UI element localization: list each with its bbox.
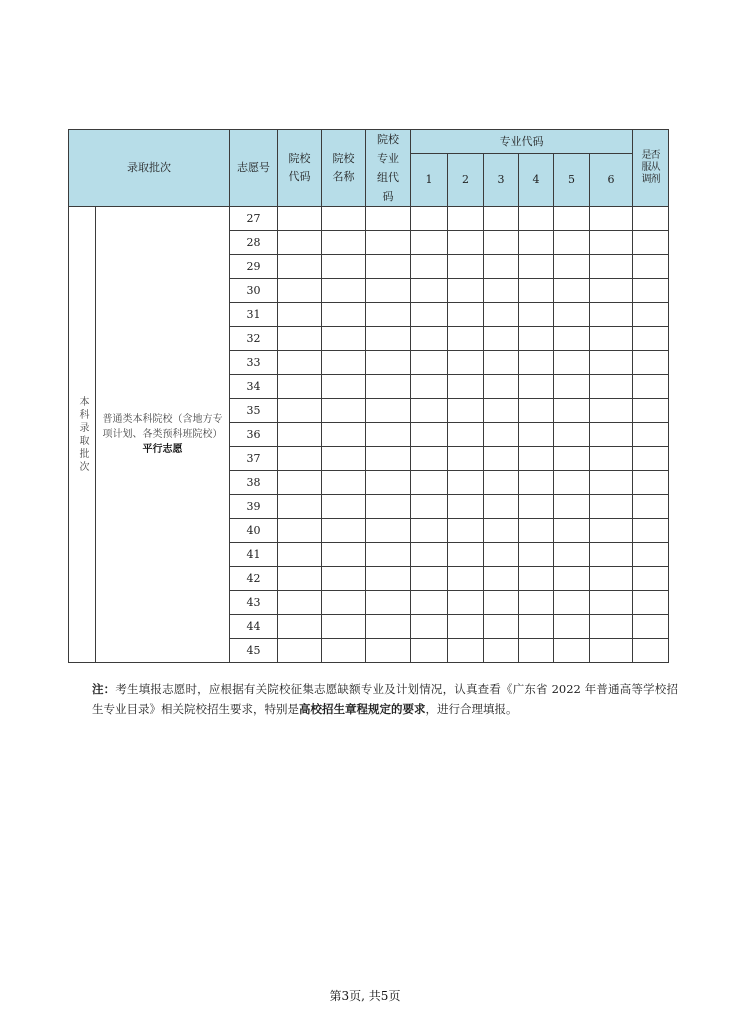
batch-inner-bold: 平行志愿: [142, 444, 183, 455]
major-6-cell[interactable]: [590, 447, 633, 471]
major-4-cell[interactable]: [519, 399, 554, 423]
school-code-cell[interactable]: [278, 639, 322, 663]
school-name-cell[interactable]: [322, 471, 366, 495]
school-name-cell[interactable]: [322, 399, 366, 423]
school-name-cell[interactable]: [322, 519, 366, 543]
major-4-cell[interactable]: [519, 471, 554, 495]
major-6-cell[interactable]: [590, 327, 633, 351]
note-text-2: ，进行合理填报。: [425, 702, 518, 716]
adjust-cell[interactable]: [633, 591, 669, 615]
adjust-cell[interactable]: [633, 207, 669, 231]
school-code-cell[interactable]: [278, 327, 322, 351]
major-2-cell[interactable]: [448, 519, 484, 543]
adjust-cell[interactable]: [633, 447, 669, 471]
school-name-cell[interactable]: [322, 423, 366, 447]
note-paragraph: [92, 679, 678, 719]
school-name-cell[interactable]: [322, 567, 366, 591]
wish-number-cell: 27: [230, 207, 278, 231]
major-5-cell[interactable]: [554, 447, 590, 471]
batch-outer-cell: [69, 207, 96, 663]
school-code-cell[interactable]: [278, 279, 322, 303]
header-batch: 录取批次: [69, 130, 230, 207]
adjust-cell[interactable]: [633, 471, 669, 495]
note-text-1: 考生填报志愿时，应根据有关院校征集志愿缺额专业及计划情况，认真查看《广东省 2022 年普通高等学校招生专业目录》相关院校招生要求，特别是: [92, 682, 678, 716]
batch-inner-cell: [96, 207, 230, 663]
school-code-cell[interactable]: [278, 615, 322, 639]
adjust-cell[interactable]: [633, 375, 669, 399]
adjust-cell[interactable]: [633, 279, 669, 303]
group-code-cell[interactable]: [366, 327, 411, 351]
major-2-cell[interactable]: [448, 639, 484, 663]
major-1-cell[interactable]: [411, 375, 448, 399]
major-1-cell[interactable]: [411, 231, 448, 255]
major-3-cell[interactable]: [484, 327, 519, 351]
wish-number-cell: 32: [230, 327, 278, 351]
adjust-cell[interactable]: [633, 519, 669, 543]
major-1-cell[interactable]: [411, 615, 448, 639]
major-5-cell[interactable]: [554, 423, 590, 447]
group-code-cell[interactable]: [366, 519, 411, 543]
major-3-cell[interactable]: [484, 615, 519, 639]
wish-number-cell: 37: [230, 447, 278, 471]
major-1-cell[interactable]: [411, 543, 448, 567]
school-name-cell[interactable]: [322, 639, 366, 663]
school-name-cell[interactable]: [322, 591, 366, 615]
major-2-cell[interactable]: [448, 543, 484, 567]
major-4-cell[interactable]: [519, 615, 554, 639]
group-code-cell[interactable]: [366, 375, 411, 399]
table-row: [69, 207, 669, 231]
major-1-cell[interactable]: [411, 447, 448, 471]
adjust-cell[interactable]: [633, 231, 669, 255]
note-label: 注：: [92, 682, 116, 696]
major-2-cell[interactable]: [448, 399, 484, 423]
major-5-cell[interactable]: [554, 351, 590, 375]
major-5-cell[interactable]: [554, 231, 590, 255]
major-2-cell[interactable]: [448, 255, 484, 279]
major-3-cell[interactable]: [484, 279, 519, 303]
wish-number-cell: 33: [230, 351, 278, 375]
note-bold-text: 高校招生章程规定的要求: [299, 702, 426, 716]
major-4-cell[interactable]: [519, 447, 554, 471]
adjust-cell[interactable]: [633, 615, 669, 639]
school-code-cell[interactable]: [278, 375, 322, 399]
batch-outer-label: 本科录取批次: [77, 395, 88, 474]
school-code-cell[interactable]: [278, 255, 322, 279]
major-1-cell[interactable]: [411, 303, 448, 327]
major-6-cell[interactable]: [590, 519, 633, 543]
adjust-cell[interactable]: [633, 423, 669, 447]
header-group-code: [366, 130, 411, 207]
major-4-cell[interactable]: [519, 351, 554, 375]
major-4-cell[interactable]: [519, 303, 554, 327]
major-3-cell[interactable]: [484, 399, 519, 423]
major-3-cell[interactable]: [484, 231, 519, 255]
school-code-cell[interactable]: [278, 447, 322, 471]
major-3-cell[interactable]: [484, 543, 519, 567]
school-code-cell[interactable]: [278, 351, 322, 375]
major-5-cell[interactable]: [554, 399, 590, 423]
major-6-cell[interactable]: [590, 231, 633, 255]
wish-number-cell: 42: [230, 567, 278, 591]
major-4-cell[interactable]: [519, 255, 554, 279]
header-group-code-label: 院校专业组代码: [377, 133, 399, 203]
header-school-name-label: 院校名称: [332, 152, 355, 183]
school-name-cell[interactable]: [322, 495, 366, 519]
group-code-cell[interactable]: [366, 543, 411, 567]
header-major-col: 1: [411, 154, 448, 207]
header-major-col: 6: [590, 154, 633, 207]
major-6-cell[interactable]: [590, 639, 633, 663]
major-2-cell[interactable]: [448, 447, 484, 471]
major-2-cell[interactable]: [448, 351, 484, 375]
major-4-cell[interactable]: [519, 231, 554, 255]
school-code-cell[interactable]: [278, 423, 322, 447]
adjust-cell[interactable]: [633, 351, 669, 375]
header-major-code: 专业代码: [411, 130, 633, 154]
major-6-cell[interactable]: [590, 207, 633, 231]
major-4-cell[interactable]: [519, 567, 554, 591]
major-2-cell[interactable]: [448, 231, 484, 255]
major-1-cell[interactable]: [411, 255, 448, 279]
wish-number-cell: 35: [230, 399, 278, 423]
major-2-cell[interactable]: [448, 591, 484, 615]
school-code-cell[interactable]: [278, 543, 322, 567]
major-4-cell[interactable]: [519, 591, 554, 615]
major-2-cell[interactable]: [448, 375, 484, 399]
group-code-cell[interactable]: [366, 567, 411, 591]
major-1-cell[interactable]: [411, 207, 448, 231]
major-5-cell[interactable]: [554, 495, 590, 519]
group-code-cell[interactable]: [366, 279, 411, 303]
wish-number-cell: 44: [230, 615, 278, 639]
header-wish-no: 志愿号: [230, 130, 278, 207]
major-1-cell[interactable]: [411, 639, 448, 663]
wish-number-cell: 41: [230, 543, 278, 567]
group-code-cell[interactable]: [366, 255, 411, 279]
major-3-cell[interactable]: [484, 567, 519, 591]
group-code-cell[interactable]: [366, 639, 411, 663]
header-school-code-label: 院校代码: [288, 152, 311, 183]
major-5-cell[interactable]: [554, 375, 590, 399]
school-code-cell[interactable]: [278, 231, 322, 255]
major-2-cell[interactable]: [448, 303, 484, 327]
group-code-cell[interactable]: [366, 591, 411, 615]
major-4-cell[interactable]: [519, 207, 554, 231]
group-code-cell[interactable]: [366, 447, 411, 471]
major-5-cell[interactable]: [554, 327, 590, 351]
major-3-cell[interactable]: [484, 495, 519, 519]
major-1-cell[interactable]: [411, 327, 448, 351]
school-name-cell[interactable]: [322, 303, 366, 327]
school-name-cell[interactable]: [322, 447, 366, 471]
wish-number-cell: 29: [230, 255, 278, 279]
major-4-cell[interactable]: [519, 495, 554, 519]
major-4-cell[interactable]: [519, 639, 554, 663]
school-name-cell[interactable]: [322, 351, 366, 375]
school-name-cell[interactable]: [322, 207, 366, 231]
group-code-cell[interactable]: [366, 495, 411, 519]
batch-inner-label: [96, 412, 229, 457]
major-6-cell[interactable]: [590, 375, 633, 399]
adjust-cell[interactable]: [633, 639, 669, 663]
major-3-cell[interactable]: [484, 519, 519, 543]
volunteer-form-table: [68, 129, 669, 663]
school-code-cell[interactable]: [278, 567, 322, 591]
group-code-cell[interactable]: [366, 423, 411, 447]
major-5-cell[interactable]: [554, 471, 590, 495]
wish-number-cell: 28: [230, 231, 278, 255]
school-name-cell[interactable]: [322, 255, 366, 279]
school-code-cell[interactable]: [278, 207, 322, 231]
header-school-name: [322, 130, 366, 207]
group-code-cell[interactable]: [366, 303, 411, 327]
header-major-col: 4: [519, 154, 554, 207]
school-code-cell[interactable]: [278, 591, 322, 615]
major-2-cell[interactable]: [448, 207, 484, 231]
major-4-cell[interactable]: [519, 519, 554, 543]
major-2-cell[interactable]: [448, 423, 484, 447]
major-4-cell[interactable]: [519, 543, 554, 567]
major-5-cell[interactable]: [554, 519, 590, 543]
major-3-cell[interactable]: [484, 303, 519, 327]
major-3-cell[interactable]: [484, 351, 519, 375]
major-6-cell[interactable]: [590, 615, 633, 639]
adjust-cell[interactable]: [633, 543, 669, 567]
school-name-cell[interactable]: [322, 615, 366, 639]
major-6-cell[interactable]: [590, 351, 633, 375]
header-school-code: [278, 130, 322, 207]
adjust-cell[interactable]: [633, 255, 669, 279]
adjust-cell[interactable]: [633, 399, 669, 423]
major-6-cell[interactable]: [590, 399, 633, 423]
major-5-cell[interactable]: [554, 591, 590, 615]
major-6-cell[interactable]: [590, 543, 633, 567]
major-2-cell[interactable]: [448, 615, 484, 639]
wish-number-cell: 34: [230, 375, 278, 399]
wish-number-cell: 45: [230, 639, 278, 663]
group-code-cell[interactable]: [366, 615, 411, 639]
adjust-cell[interactable]: [633, 567, 669, 591]
major-5-cell[interactable]: [554, 207, 590, 231]
major-1-cell[interactable]: [411, 519, 448, 543]
school-code-cell[interactable]: [278, 519, 322, 543]
wish-number-cell: 40: [230, 519, 278, 543]
major-6-cell[interactable]: [590, 255, 633, 279]
group-code-cell[interactable]: [366, 351, 411, 375]
wish-number-cell: 31: [230, 303, 278, 327]
header-major-col: 2: [448, 154, 484, 207]
wish-number-cell: 38: [230, 471, 278, 495]
major-5-cell[interactable]: [554, 639, 590, 663]
major-6-cell[interactable]: [590, 279, 633, 303]
major-2-cell[interactable]: [448, 567, 484, 591]
major-5-cell[interactable]: [554, 615, 590, 639]
major-2-cell[interactable]: [448, 279, 484, 303]
group-code-cell[interactable]: [366, 207, 411, 231]
major-3-cell[interactable]: [484, 471, 519, 495]
group-code-cell[interactable]: [366, 231, 411, 255]
school-code-cell[interactable]: [278, 303, 322, 327]
major-1-cell[interactable]: [411, 399, 448, 423]
major-4-cell[interactable]: [519, 327, 554, 351]
major-6-cell[interactable]: [590, 423, 633, 447]
school-name-cell[interactable]: [322, 543, 366, 567]
major-5-cell[interactable]: [554, 303, 590, 327]
major-3-cell[interactable]: [484, 639, 519, 663]
school-name-cell[interactable]: [322, 375, 366, 399]
major-1-cell[interactable]: [411, 591, 448, 615]
major-6-cell[interactable]: [590, 471, 633, 495]
major-5-cell[interactable]: [554, 543, 590, 567]
school-code-cell[interactable]: [278, 399, 322, 423]
major-2-cell[interactable]: [448, 327, 484, 351]
major-4-cell[interactable]: [519, 375, 554, 399]
major-1-cell[interactable]: [411, 495, 448, 519]
major-1-cell[interactable]: [411, 423, 448, 447]
major-4-cell[interactable]: [519, 279, 554, 303]
major-1-cell[interactable]: [411, 471, 448, 495]
header-adjust-label: 是否服从调剂: [641, 150, 660, 185]
major-3-cell[interactable]: [484, 207, 519, 231]
major-6-cell[interactable]: [590, 495, 633, 519]
header-adjust: [633, 130, 669, 207]
major-6-cell[interactable]: [590, 591, 633, 615]
major-1-cell[interactable]: [411, 351, 448, 375]
adjust-cell[interactable]: [633, 303, 669, 327]
adjust-cell[interactable]: [633, 495, 669, 519]
major-1-cell[interactable]: [411, 279, 448, 303]
major-1-cell[interactable]: [411, 567, 448, 591]
header-major-col: 3: [484, 154, 519, 207]
major-3-cell[interactable]: [484, 423, 519, 447]
major-6-cell[interactable]: [590, 303, 633, 327]
school-code-cell[interactable]: [278, 495, 322, 519]
major-2-cell[interactable]: [448, 471, 484, 495]
school-code-cell[interactable]: [278, 471, 322, 495]
major-2-cell[interactable]: [448, 495, 484, 519]
page-footer: 第3页, 共5页: [329, 989, 401, 1003]
wish-number-cell: 39: [230, 495, 278, 519]
wish-number-cell: 30: [230, 279, 278, 303]
major-5-cell[interactable]: [554, 279, 590, 303]
wish-number-cell: 36: [230, 423, 278, 447]
major-3-cell[interactable]: [484, 447, 519, 471]
major-5-cell[interactable]: [554, 567, 590, 591]
batch-inner-text: 普通类本科院校（含地方专项计划、各类预科班院校）: [102, 414, 223, 440]
wish-number-cell: 43: [230, 591, 278, 615]
major-4-cell[interactable]: [519, 423, 554, 447]
major-6-cell[interactable]: [590, 567, 633, 591]
header-major-col: 5: [554, 154, 590, 207]
group-code-cell[interactable]: [366, 399, 411, 423]
major-3-cell[interactable]: [484, 591, 519, 615]
adjust-cell[interactable]: [633, 327, 669, 351]
group-code-cell[interactable]: [366, 471, 411, 495]
major-3-cell[interactable]: [484, 255, 519, 279]
school-name-cell[interactable]: [322, 327, 366, 351]
school-name-cell[interactable]: [322, 279, 366, 303]
major-5-cell[interactable]: [554, 255, 590, 279]
major-3-cell[interactable]: [484, 375, 519, 399]
school-name-cell[interactable]: [322, 231, 366, 255]
